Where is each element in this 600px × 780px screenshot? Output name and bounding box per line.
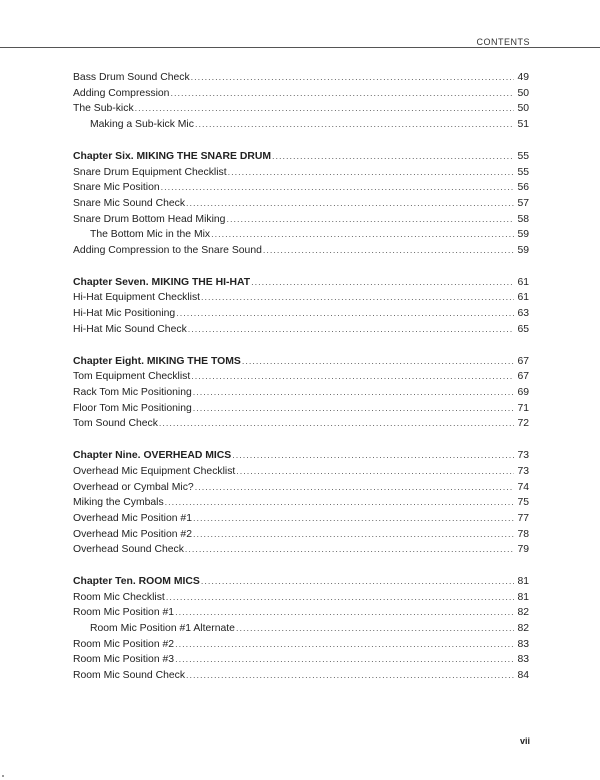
toc-entry-title: Snare Mic Position <box>73 182 160 194</box>
toc-entry-title: Snare Mic Sound Check <box>73 197 186 209</box>
toc-entry-row <box>73 385 529 401</box>
toc-entry-row <box>73 70 529 86</box>
toc-entry-row <box>73 101 529 117</box>
chapter-heading <box>73 275 250 291</box>
toc-page-number: 84 <box>517 670 529 682</box>
toc-page-number: 51 <box>517 119 529 131</box>
toc-page-number: 67 <box>517 371 529 383</box>
toc-page-number: 77 <box>517 512 529 524</box>
toc-entry-row <box>73 227 529 243</box>
header-rule <box>0 47 600 48</box>
toc-entry-title: Miking the Cymbals <box>73 497 164 509</box>
toc-entry-title: Bass Drum Sound Check <box>73 72 190 83</box>
toc-entry-row <box>73 652 529 668</box>
dot-leader <box>191 369 514 385</box>
dot-leader <box>175 652 514 668</box>
toc-section <box>73 354 529 432</box>
toc-entry-row <box>73 480 529 496</box>
toc-entry-title: Overhead Mic Position #1 <box>73 512 192 524</box>
toc-section <box>73 70 529 133</box>
toc-entry-row <box>73 511 529 527</box>
chapter-number: Chapter Nine. <box>73 450 141 462</box>
toc-entry-title: Snare Drum Equipment Checklist <box>73 166 227 178</box>
chapter-number: Chapter Ten. <box>73 576 136 588</box>
dot-leader <box>251 275 514 291</box>
toc-section <box>73 574 529 684</box>
toc-entry-row <box>73 196 529 212</box>
dot-leader <box>201 574 514 590</box>
dot-leader <box>272 149 514 165</box>
toc-page-number: 63 <box>517 308 529 320</box>
dot-leader <box>236 464 514 480</box>
toc-entry-row <box>73 464 529 480</box>
toc-entry-title: Room Mic Position #3 <box>73 654 175 666</box>
chapter-heading-row <box>73 448 529 464</box>
toc-page-number: 61 <box>517 292 529 304</box>
dot-leader <box>175 605 514 621</box>
toc-page-number: 81 <box>517 576 529 588</box>
toc-page-number: 50 <box>517 87 529 99</box>
toc-entry-title: The Sub-kick <box>73 103 134 115</box>
dot-leader <box>185 542 514 558</box>
dot-leader <box>193 401 514 417</box>
dot-leader <box>242 354 514 370</box>
toc-entry-title: Overhead or Cymbal Mic? <box>73 481 194 493</box>
toc-subentry-title: The Bottom Mic in the Mix <box>90 229 211 241</box>
toc-page-number: 81 <box>517 591 529 603</box>
toc-entry-row <box>73 180 529 196</box>
toc-page-number: 55 <box>517 150 529 162</box>
chapter-heading <box>73 574 200 590</box>
page-number: vii <box>519 736 530 746</box>
toc-entry-row <box>73 117 529 133</box>
chapter-heading <box>73 448 231 464</box>
chapter-number: Chapter Seven. <box>73 276 149 288</box>
running-header: CONTENTS <box>476 37 530 47</box>
toc-page-number: 55 <box>517 166 529 178</box>
toc-page-number: 57 <box>517 197 529 209</box>
dot-leader <box>188 322 514 338</box>
dot-leader <box>211 227 514 243</box>
toc-entry-title: Overhead Mic Position #2 <box>73 528 192 540</box>
toc-page-number: 74 <box>517 481 529 493</box>
toc-entry-title: Overhead Mic Equipment Checklist <box>73 465 236 477</box>
toc-page-number: 79 <box>517 544 529 556</box>
chapter-heading <box>73 149 271 165</box>
toc-section <box>73 275 529 338</box>
dot-leader <box>175 637 514 653</box>
toc-entry-title: Tom Equipment Checklist <box>73 371 191 383</box>
toc-section <box>73 448 529 558</box>
toc-entry-row <box>73 212 529 228</box>
toc-entry-row <box>73 527 529 543</box>
chapter-title: MIKING THE HI-HAT <box>151 276 251 288</box>
toc-entry-title: Adding Compression to the Snare Sound <box>73 244 262 256</box>
dot-leader <box>193 527 514 543</box>
chapter-title: MIKING THE SNARE DRUM <box>136 150 272 162</box>
table-of-contents <box>73 70 529 700</box>
toc-page-number: 73 <box>517 465 529 477</box>
toc-entry-title: Hi-Hat Mic Sound Check <box>73 323 187 335</box>
toc-subentry-title: Making a Sub-kick Mic <box>90 119 194 131</box>
toc-page-number: 73 <box>517 450 529 462</box>
toc-page-number: 50 <box>517 103 529 115</box>
toc-entry-title: Room Mic Sound Check <box>73 670 186 682</box>
toc-page-number: 61 <box>517 276 529 288</box>
toc-entry-row <box>73 416 529 432</box>
dot-leader <box>195 480 514 496</box>
dot-leader <box>191 70 514 86</box>
chapter-heading <box>73 354 241 370</box>
toc-page-number: 58 <box>517 213 529 225</box>
chapter-number: Chapter Six. <box>73 150 134 162</box>
toc-entry-row <box>73 322 529 338</box>
dot-leader <box>186 668 514 684</box>
toc-page-number: 78 <box>517 528 529 540</box>
toc-entry-row <box>73 369 529 385</box>
chapter-heading-row <box>73 574 529 590</box>
toc-page-number: 71 <box>517 402 529 414</box>
toc-entry-row <box>73 637 529 653</box>
toc-entry-title: Room Mic Position #2 <box>73 638 175 650</box>
toc-entry-row <box>73 86 529 102</box>
chapter-heading-row <box>73 149 529 165</box>
toc-entry-title: Overhead Sound Check <box>73 544 184 556</box>
dot-leader <box>186 196 514 212</box>
toc-page-number: 65 <box>517 323 529 335</box>
dot-leader <box>159 416 514 432</box>
dot-leader <box>232 448 514 464</box>
toc-page-number: 72 <box>517 418 529 430</box>
toc-page-number: 59 <box>517 244 529 256</box>
dot-leader <box>228 165 514 181</box>
toc-section <box>73 149 529 259</box>
toc-page-number: 56 <box>517 182 529 194</box>
dot-leader <box>226 212 514 228</box>
toc-page-number: 59 <box>517 229 529 241</box>
toc-page-number: 83 <box>517 654 529 666</box>
toc-entry-row <box>73 495 529 511</box>
toc-entry-row <box>73 401 529 417</box>
toc-entry-row <box>73 605 529 621</box>
toc-entry-row <box>73 542 529 558</box>
toc-entry-row <box>73 590 529 606</box>
toc-entry-row <box>73 243 529 259</box>
toc-entry-row <box>73 165 529 181</box>
dot-leader <box>195 117 514 133</box>
dot-leader <box>201 290 514 306</box>
toc-entry-title: Room Mic Checklist <box>73 591 165 603</box>
toc-entry-title: Hi-Hat Equipment Checklist <box>73 292 201 304</box>
toc-entry-row <box>73 668 529 684</box>
dot-leader <box>161 180 514 196</box>
toc-entry-title: Tom Sound Check <box>73 418 158 430</box>
toc-page-number: 69 <box>517 386 529 398</box>
scan-mark <box>2 775 4 777</box>
dot-leader <box>176 306 514 322</box>
toc-page-number: 75 <box>517 497 529 509</box>
chapter-title: OVERHEAD MICS <box>143 450 232 462</box>
chapter-heading-row <box>73 275 529 291</box>
toc-entry-title: Rack Tom Mic Positioning <box>73 386 192 398</box>
toc-page-number: 83 <box>517 638 529 650</box>
chapter-number: Chapter Eight. <box>73 355 145 367</box>
toc-page-number: 49 <box>517 72 529 83</box>
toc-entry-title: Floor Tom Mic Positioning <box>73 402 192 414</box>
dot-leader <box>193 385 514 401</box>
toc-page-number: 82 <box>517 623 529 635</box>
dot-leader <box>193 511 514 527</box>
dot-leader <box>166 590 514 606</box>
toc-subentry-title: Room Mic Position #1 Alternate <box>90 623 235 635</box>
chapter-title: MIKING THE TOMS <box>146 355 241 367</box>
dot-leader <box>165 495 514 511</box>
dot-leader <box>236 621 514 637</box>
dot-leader <box>135 101 514 117</box>
chapter-heading-row <box>73 354 529 370</box>
toc-entry-row <box>73 290 529 306</box>
toc-entry-title: Adding Compression <box>73 87 170 99</box>
toc-entry-row <box>73 306 529 322</box>
dot-leader <box>263 243 514 259</box>
dot-leader <box>170 86 514 102</box>
toc-entry-title: Hi-Hat Mic Positioning <box>73 308 176 320</box>
toc-entry-row <box>73 621 529 637</box>
toc-entry-title: Snare Drum Bottom Head Miking <box>73 213 226 225</box>
toc-entry-title: Room Mic Position #1 <box>73 607 175 619</box>
toc-page-number: 67 <box>517 355 529 367</box>
chapter-title: ROOM MICS <box>138 576 200 588</box>
toc-page-number: 82 <box>517 607 529 619</box>
